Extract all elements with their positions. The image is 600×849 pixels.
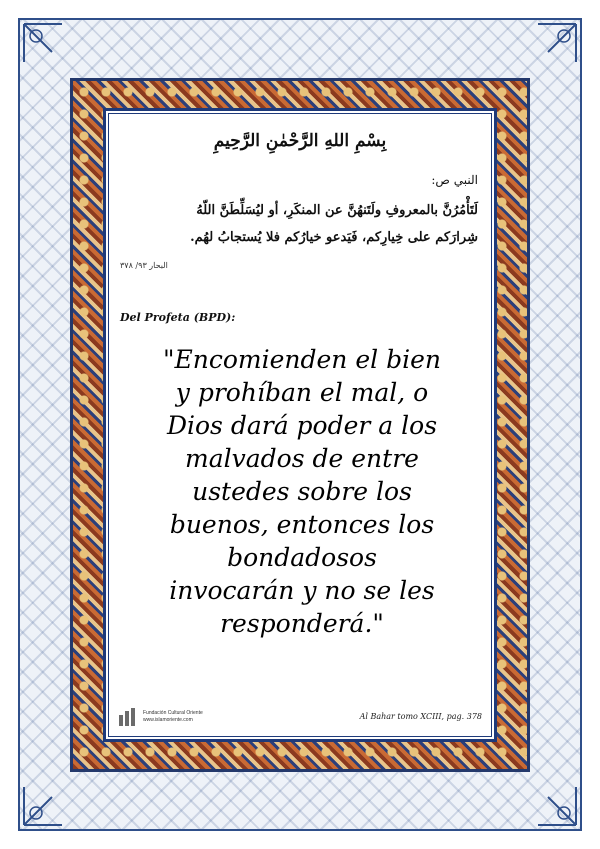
quote-line: responderá." bbox=[220, 609, 384, 638]
corner-ornament-icon bbox=[22, 767, 82, 827]
content-panel bbox=[103, 108, 497, 742]
corner-ornament-icon bbox=[518, 22, 578, 82]
quote-line: y prohíban el mal, o bbox=[175, 378, 429, 407]
quote-line: ustedes sobre los bbox=[192, 477, 412, 506]
spanish-attribution: Del Profeta (BPD): bbox=[120, 311, 236, 324]
quote-line: bondadosos bbox=[227, 543, 377, 572]
corner-ornament-icon bbox=[518, 767, 578, 827]
arabic-attribution: النبي ص: bbox=[431, 173, 478, 187]
quote-line: Dios dará poder a los bbox=[166, 411, 438, 440]
corner-ornament-icon bbox=[22, 22, 82, 82]
quote-line: malvados de entre bbox=[185, 444, 419, 473]
quote-line: invocarán y no se les bbox=[169, 576, 435, 605]
arabic-hadith-line: شِرارَكم على خِيارِكم، فَيَدعو خيارُكم فلا يُستجابُ لهُم. bbox=[190, 230, 478, 245]
arabic-hadith-line: لَتَأْمُرُنَّ بالمعروفِ ولَتَنهُنَّ عن المنكَرِ، أو ليُسَلِّطَنَّ اللّهُ bbox=[196, 203, 478, 218]
publisher-logo bbox=[118, 707, 203, 727]
arabic-hadith-text bbox=[120, 197, 478, 251]
spanish-source-reference: Al Bahar tomo XCIII, pag. 378 bbox=[359, 712, 482, 721]
arabic-source-reference: البحار ٩٣/ ٣٧٨ bbox=[120, 261, 168, 270]
publisher-logo-icon bbox=[118, 707, 138, 727]
spanish-quote bbox=[120, 343, 484, 640]
quote-line: buenos, entonces los bbox=[169, 510, 435, 539]
basmala-heading: بِسْمِ اللهِ الرَّحْمٰنِ الرَّحِيمِ bbox=[213, 131, 387, 151]
publisher-name: Fundación Cultural Oriente bbox=[143, 710, 203, 716]
quote-line: "Encomienden el bien bbox=[163, 345, 441, 374]
publisher-url: www.islamoriente.com bbox=[143, 717, 193, 723]
